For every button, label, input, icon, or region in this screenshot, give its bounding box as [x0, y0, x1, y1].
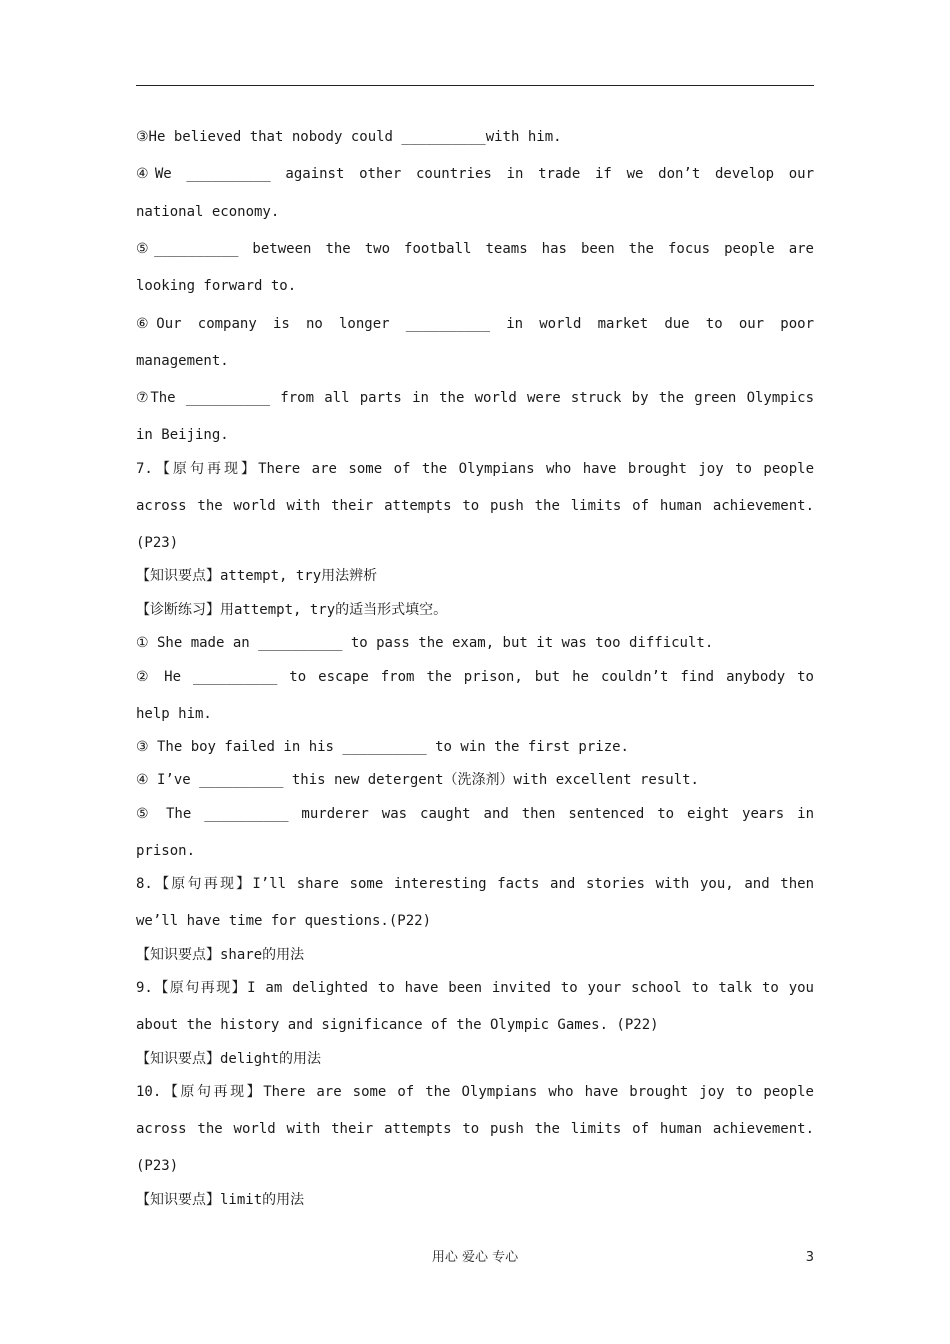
- text-line: we’ll have time for questions.(P22): [136, 913, 432, 929]
- text-line: about the history and significance of the Olympic Games. (P22): [136, 1017, 659, 1033]
- text-line: ② He __________ to escape from the prison, but he couldn’t find anybody to: [136, 669, 814, 685]
- text-line: management.: [136, 353, 229, 369]
- text-line: looking forward to.: [136, 278, 297, 294]
- text-line: in Beijing.: [136, 427, 229, 443]
- text-line: ⑤ The __________ murderer was caught and then sentenced to eight years in: [136, 806, 814, 822]
- text-line: 【知识要点】attempt, try用法辨析: [136, 568, 378, 584]
- text-line: 【知识要点】delight的用法: [136, 1051, 322, 1067]
- text-line: national economy.: [136, 204, 280, 220]
- text-line: help him.: [136, 706, 212, 722]
- text-line: ① She made an __________ to pass the exam, but it was too difficult.: [136, 635, 714, 651]
- text-line: ④We __________ against other countries in trade if we don’t develop our: [136, 166, 814, 182]
- text-line: ⑥Our company is no longer __________ in world market due to our poor: [136, 316, 814, 332]
- footer-motto: 用心 爱心 专心: [431, 1250, 519, 1265]
- text-line: 【知识要点】limit的用法: [136, 1192, 305, 1208]
- text-line: ⑦The __________ from all parts in the world were struck by the green Olympics: [136, 390, 814, 406]
- text-line: 7.【原句再现】There are some of the Olympians who have brought joy to people: [136, 461, 814, 477]
- text-line: 10.【原句再现】There are some of the Olympians who have brought joy to people: [136, 1084, 814, 1100]
- text-line: across the world with their attempts to push the limits of human achievement.: [136, 498, 814, 514]
- text-line: 8.【原句再现】I’ll share some interesting facts and stories with you, and then: [136, 876, 814, 892]
- text-line: ③ The boy failed in his __________ to win the first prize.: [136, 739, 629, 755]
- text-line: ③He believed that nobody could __________with him.: [136, 129, 562, 145]
- text-line: across the world with their attempts to push the limits of human achievement.: [136, 1121, 814, 1137]
- header-rule: [136, 85, 814, 86]
- page-number: 3: [805, 1250, 814, 1265]
- text-line: (P23): [136, 535, 179, 551]
- text-line: ④ I’ve __________ this new detergent（洗涤剂）with excellent result.: [136, 772, 699, 788]
- text-line: 9.【原句再现】I am delighted to have been invited to your school to talk to you: [136, 980, 814, 996]
- text-line: prison.: [136, 843, 196, 859]
- text-line: (P23): [136, 1158, 179, 1174]
- text-line: ⑤__________ between the two football teams has been the focus people are: [136, 241, 814, 257]
- text-line: 【知识要点】share的用法: [136, 947, 305, 963]
- text-line: 【诊断练习】用attempt, try的适当形式填空。: [136, 602, 448, 618]
